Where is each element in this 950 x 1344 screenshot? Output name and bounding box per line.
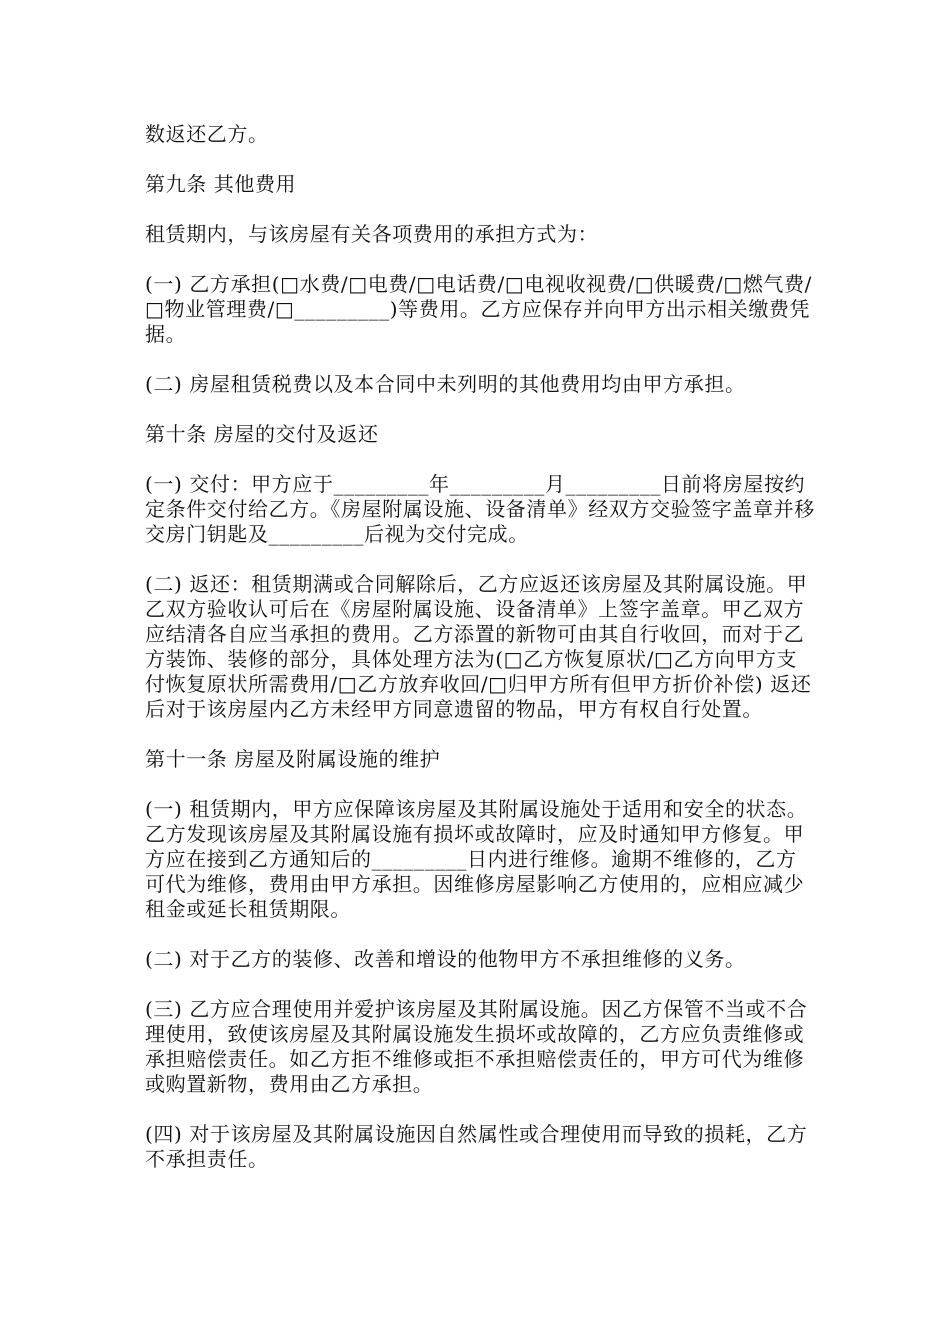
article-9-clause-1: (一) 乙方承担(□水费/□电费/□电话费/□电视收视费/□供暖费/□燃气费/□物业管理费/□_________)等费用。乙方应保存并向甲方出示相关缴费凭据。 — [145, 272, 812, 346]
article-11-clause-3: (三) 乙方应合理使用并爱护该房屋及其附属设施。因乙方保管不当或不合理使用，致使该房屋及其附属设施发生损坏或故障的，乙方应负责维修或承担赔偿责任。如乙方拒不维修或拒不承担赔偿责任的，甲方可代为维修或购置新物，费用由乙方承担。 — [145, 997, 808, 1096]
article-9-heading: 第九条 其他费用 — [145, 172, 297, 196]
article-9-clause-2: (二) 房屋租赁税费以及本合同中未列明的其他费用均由甲方承担。 — [145, 372, 746, 396]
article-11-clause-4: (四) 对于该房屋及其附属设施因自然属性或合理使用而导致的损耗，乙方不承担责任。 — [145, 1122, 808, 1171]
article-9-intro: 租赁期内，与该房屋有关各项费用的承担方式为： — [145, 222, 599, 246]
article-11-clause-2: (二) 对于乙方的装修、改善和增设的他物甲方不承担维修的义务。 — [145, 947, 746, 971]
document-page — [145, 122, 815, 1197]
paragraph-continuation: 数返还乙方。 — [145, 122, 269, 146]
article-10-clause-1: (一) 交付：甲方应于_________年_________月_________日前将房屋按约定条件交付给乙方。《房屋附属设施、设备清单》经双方交验签字盖章并移交房门钥匙及_________后视为交付完成。 — [145, 472, 815, 546]
article-11-clause-1: (一) 租赁期内，甲方应保障该房屋及其附属设施处于适用和安全的状态。乙方发现该房屋及其附属设施有损坏或故障时，应及时通知甲方修复。甲方应在接到乙方通知后的_________日内进行维修。逾期不维修的，乙方可代为维修，费用由甲方承担。因维修房屋影响乙方使用的，应相应减少租金或延长租赁期限。 — [145, 797, 808, 921]
article-10-heading: 第十条 房屋的交付及返还 — [145, 422, 379, 446]
article-11-heading: 第十一条 房屋及附属设施的维护 — [145, 747, 441, 771]
article-10-clause-2: (二) 返还：租赁期满或合同解除后，乙方应返还该房屋及其附属设施。甲乙双方验收认可后在《房屋附属设施、设备清单》上签字盖章。甲乙双方应结清各自应当承担的费用。乙方添置的新物可由其自行收回，而对于乙方装饰、装修的部分，具体处理方法为(□乙方恢复原状/□乙方向甲方支付恢复原状所需费用/□乙方放弃收回/□归甲方所有但甲方折价补偿) 返还后对于该房屋内乙方未经甲方同意遗留的物品，甲方有权自行处置。 — [145, 572, 812, 721]
